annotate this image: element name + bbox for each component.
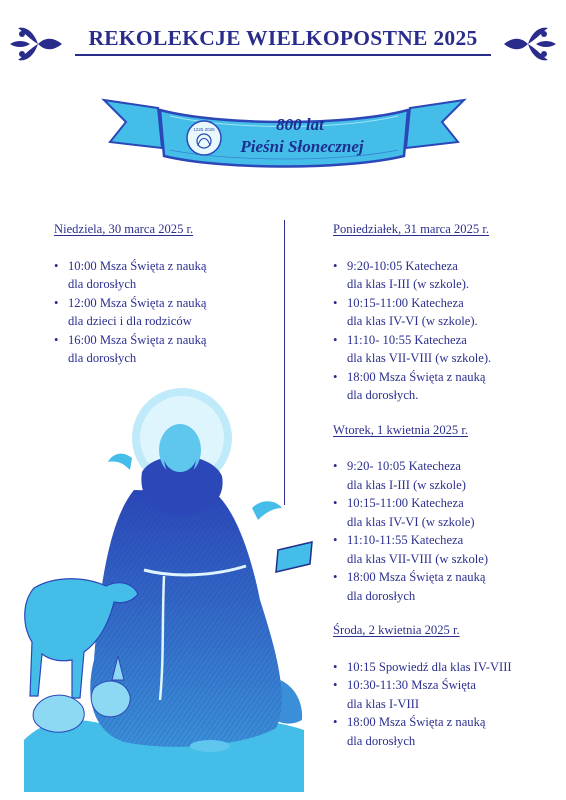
event-item (333, 713, 558, 750)
event-list (54, 257, 276, 368)
saint-francis-illustration (14, 380, 314, 792)
banner-line-2: Pieśni Słonecznej (240, 137, 364, 156)
event-item (333, 457, 558, 494)
ornament-flourish-right-icon (502, 22, 558, 66)
event-item (333, 531, 558, 568)
day-block-sunday (54, 220, 276, 368)
event-line: • 10:15-11:00 Katecheza (347, 295, 464, 310)
right-column (333, 220, 558, 766)
event-line: dla klas I-VIII (347, 696, 420, 711)
event-line: dla klas I-III (w szkole) (347, 477, 466, 492)
event-item (333, 368, 558, 405)
seal-text: 1225 2025 (193, 127, 215, 132)
event-line: dla dorosłych (347, 588, 416, 603)
event-line: dla klas VII-VIII (w szkole) (347, 551, 489, 566)
event-item (333, 658, 558, 677)
event-line: • 10:15-11:00 Katecheza (347, 496, 464, 510)
event-line: dla dorosłych. (347, 388, 419, 402)
event-line: • 10:30-11:30 Msza Święta (347, 678, 476, 692)
day-heading: Poniedziałek, 31 marca 2025 r. (333, 222, 489, 236)
event-item (54, 331, 276, 368)
event-line: dla klas IV-VI (w szkole). (347, 314, 478, 328)
ribbon-banner (100, 86, 468, 176)
left-column (54, 220, 276, 384)
event-line: • 18:00 Msza Święta z nauką (347, 570, 486, 584)
event-item (333, 294, 558, 331)
event-list (333, 658, 558, 751)
event-line: • 9:20- 10:05 Katecheza (347, 459, 461, 473)
event-line: • 9:20-10:05 Katecheza (347, 258, 458, 273)
event-line: dla klas IV-VI (w szkole) (347, 514, 475, 529)
day-block-tuesday (333, 421, 558, 606)
event-item (54, 294, 276, 331)
event-line: dla dorosłych (68, 277, 137, 291)
day-block-wednesday (333, 621, 558, 750)
banner-line-1: 800 lat (276, 115, 324, 134)
day-heading: Wtorek, 1 kwietnia 2025 r. (333, 422, 469, 437)
event-item (333, 331, 558, 368)
event-line: • 10:15 Spowiedź dla klas IV-VIII (347, 659, 512, 674)
day-heading: Środa, 2 kwietnia 2025 r. (333, 623, 460, 637)
event-item (54, 257, 276, 294)
event-item (333, 676, 558, 713)
event-item (333, 494, 558, 531)
event-list (333, 257, 558, 405)
day-block-monday (333, 220, 558, 405)
event-item (333, 568, 558, 605)
event-line: • 16:00 Msza Święta z nauką (68, 332, 207, 347)
event-list (333, 457, 558, 605)
event-item (333, 257, 558, 294)
event-line: • 18:00 Msza Święta z nauką (347, 369, 486, 384)
event-line: • 10:00 Msza Święta z nauką (68, 258, 207, 273)
event-line: • 12:00 Msza Święta z nauką (68, 295, 207, 310)
event-line: • 11:10-11:55 Katecheza (347, 533, 464, 547)
day-heading: Niedziela, 30 marca 2025 r. (54, 222, 194, 236)
title-underline (75, 54, 491, 56)
event-line: dla klas I-III (w szkole). (347, 277, 470, 291)
event-line: dla dorosłych (347, 733, 416, 748)
event-line: • 18:00 Msza Święta z nauką (347, 715, 486, 729)
event-line: dla dzieci i dla rodziców (68, 314, 192, 328)
event-line: dla klas VII-VIII (w szkole). (347, 351, 492, 365)
event-line: dla dorosłych (68, 351, 137, 365)
event-line: • 11:10- 10:55 Katecheza (347, 332, 467, 347)
page-title: REKOLEKCJE WIELKOPOSTNE 2025 (88, 26, 478, 50)
